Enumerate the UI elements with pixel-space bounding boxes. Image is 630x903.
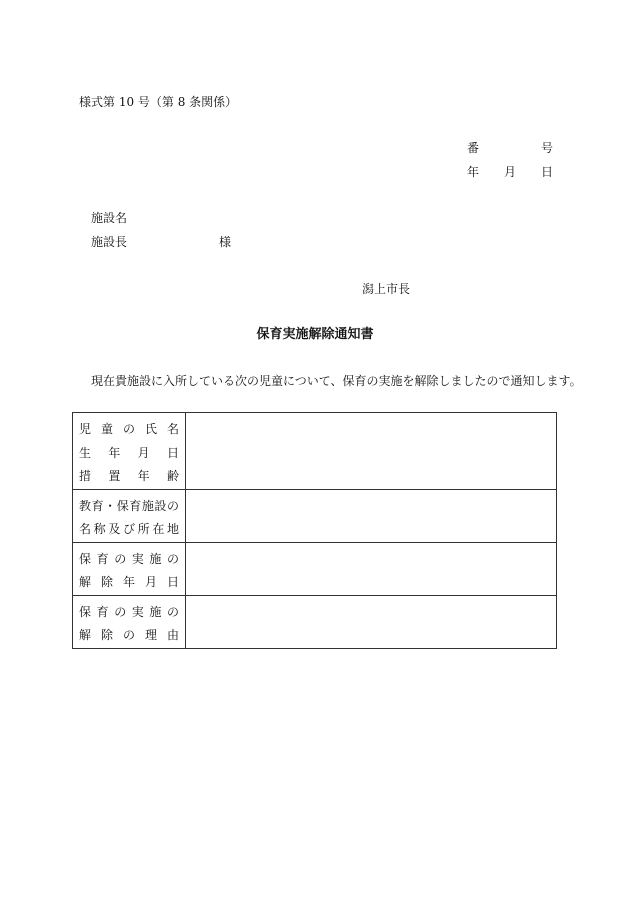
day-label: 日	[540, 165, 553, 179]
row-label: 名称及び所在地	[79, 522, 179, 536]
form-number: 様式第 10 号（第 8 条関係）	[79, 95, 238, 109]
row-label: 措置年齢	[79, 469, 179, 483]
details-table	[72, 412, 557, 649]
table-row	[73, 542, 557, 595]
table-row	[73, 489, 557, 542]
row-label-cell	[73, 489, 186, 542]
month-label: 月	[504, 165, 517, 179]
row-label: 生年月日	[79, 445, 179, 460]
issuer-name: 潟上市長	[362, 282, 411, 296]
row-label: 保育の実施の	[79, 604, 179, 619]
row-label-cell	[73, 413, 186, 490]
row-value-cell	[186, 413, 557, 490]
row-label: 解除の理由	[79, 628, 179, 642]
number-suffix: 号	[540, 141, 553, 155]
table-row	[73, 595, 557, 648]
date-line	[467, 166, 553, 180]
table-row	[73, 413, 557, 490]
row-value-cell	[186, 542, 557, 595]
row-label-cell	[73, 595, 186, 648]
document-body: 現在貴施設に入所している次の児童について、保育の実施を解除しましたので通知します。	[91, 374, 582, 388]
row-label: 解除年月日	[79, 575, 179, 589]
document-title: 保育実施解除通知書	[256, 327, 374, 342]
row-label: 保育の実施の	[79, 551, 179, 566]
row-label: 児童の氏名	[79, 422, 179, 436]
row-label: 教育・保育施設の	[79, 498, 179, 513]
recipient-facility-label: 施設名	[91, 211, 128, 225]
row-label-cell	[73, 542, 186, 595]
year-label: 年	[467, 165, 480, 179]
recipient-head-label: 施設長	[91, 235, 128, 249]
number-label: 番	[467, 141, 480, 155]
recipient-honorific: 様	[219, 235, 232, 249]
row-value-cell	[186, 489, 557, 542]
document-number-line	[467, 142, 553, 156]
row-value-cell	[186, 595, 557, 648]
